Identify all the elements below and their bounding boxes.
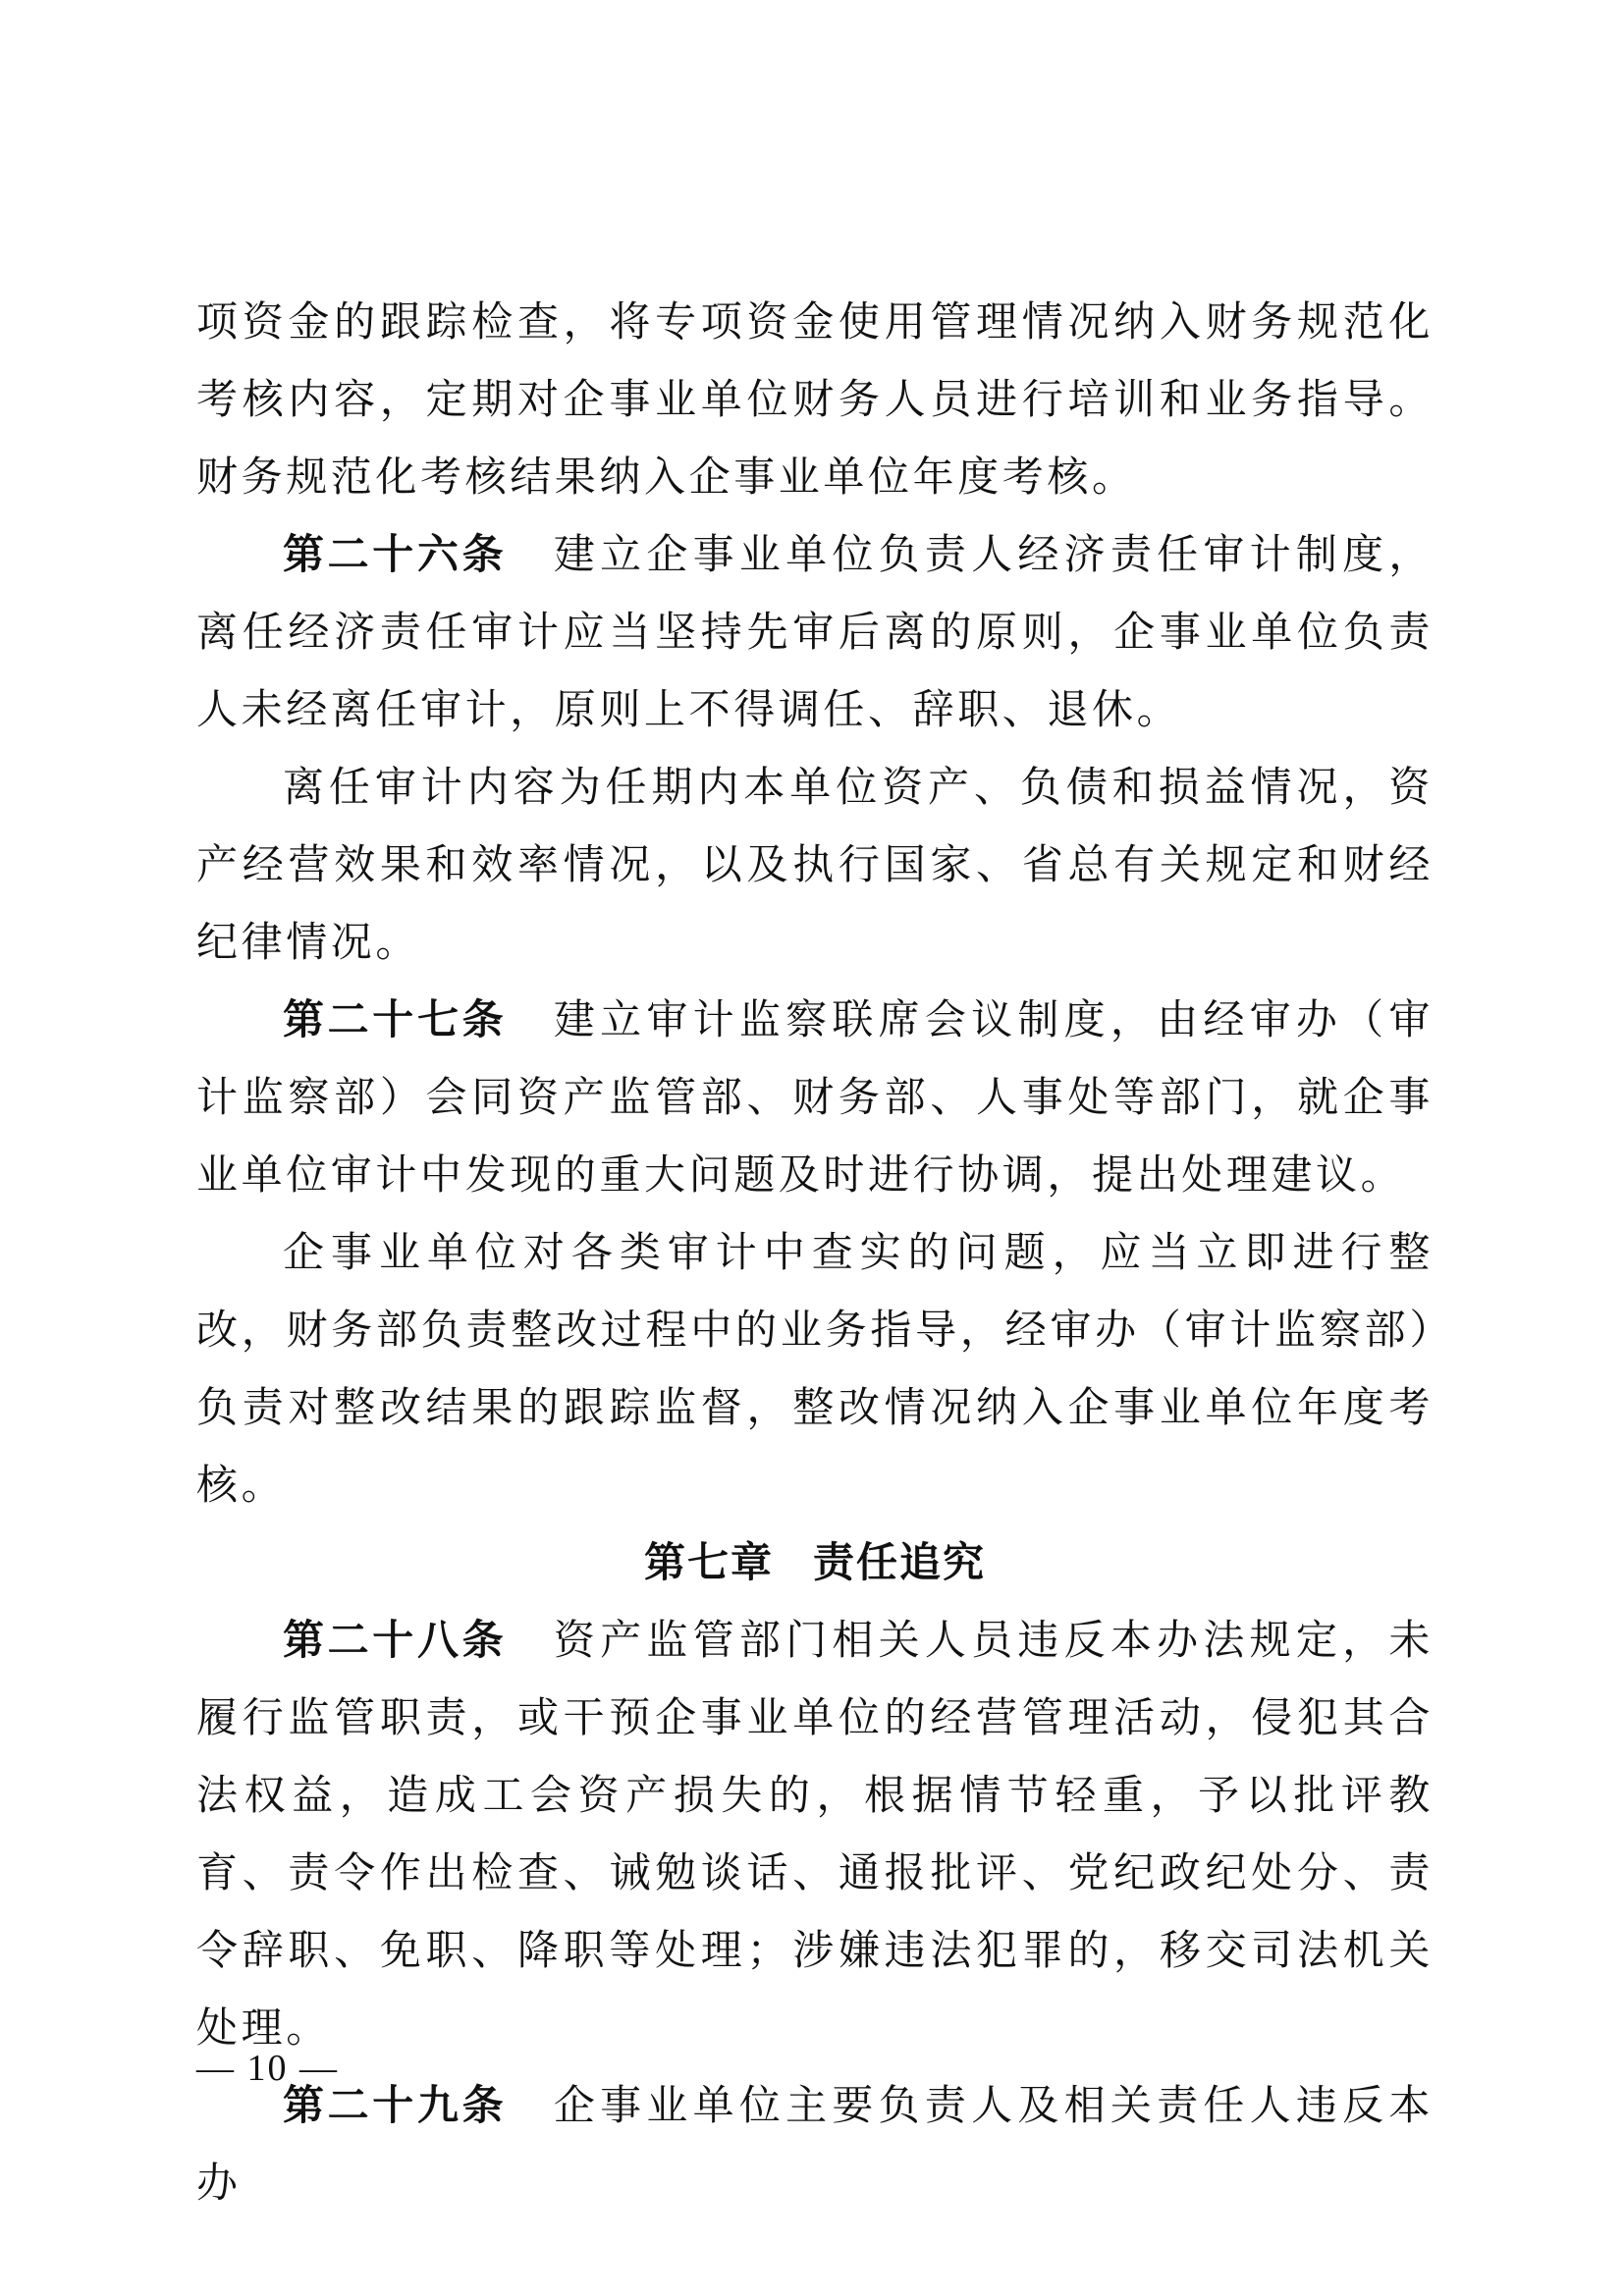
article-text: 建立企事业单位负责人经济责任审计制度，离任经济责任审计应当坚持先审后离的原则，企事业单位负责人未经离任审计，原则上不得调任、辞职、退休。 — [196, 530, 1434, 733]
article-28 — [196, 1601, 1434, 2066]
paragraph-text: 离任审计内容为任期内本单位资产、负债和损益情况，资产经营效果和效率情况，以及执行国家、省总有关规定和财经纪律情况。 — [196, 763, 1434, 966]
document-body — [196, 283, 1434, 2221]
paragraph-text: 项资金的跟踪检查，将专项资金使用管理情况纳入财务规范化考核内容，定期对企事业单位财务人员进行培训和业务指导。财务规范化考核结果纳入企事业单位年度考核。 — [196, 297, 1434, 501]
article-number: 第二十八条 — [283, 1616, 508, 1664]
article-26 — [196, 515, 1434, 748]
paragraph-continuation — [196, 283, 1434, 515]
article-number: 第二十七条 — [283, 995, 508, 1043]
article-29 — [196, 2066, 1434, 2221]
chapter-number: 第七章 — [643, 1538, 774, 1586]
paragraph-audit-content — [196, 748, 1434, 981]
paragraph-text: 企事业单位对各类审计中查实的问题，应当立即进行整改，财务部负责整改过程中的业务指导，经审办（审计监察部）负责对整改结果的跟踪监督，整改情况纳入企事业单位年度考核。 — [196, 1228, 1434, 1509]
paragraph-rectification — [196, 1213, 1434, 1523]
article-text: 资产监管部门相关人员违反本办法规定，未履行监管职责，或干预企事业单位的经营管理活动，侵犯其合法权益，造成工会资产损失的，根据情节轻重，予以批评教育、责令作出检查、诫勉谈话、通报批评、党纪政纪处分、责令辞职、免职、降职等处理；涉嫌违法犯罪的，移交司法机关处理。 — [196, 1616, 1434, 2052]
chapter-title: 责任追究 — [813, 1538, 987, 1586]
article-number: 第二十六条 — [283, 530, 508, 578]
article-text: 企事业单位主要负责人及相关责任人违反本办 — [196, 2081, 1434, 2207]
article-text: 建立审计监察联席会议制度，由经审办（审计监察部）会同资产监管部、财务部、人事处等部门，就企事业单位审计中发现的重大问题及时进行协调，提出处理建议。 — [196, 995, 1434, 1199]
article-27 — [196, 981, 1434, 1213]
article-number: 第二十九条 — [283, 2081, 508, 2129]
chapter-heading — [196, 1523, 1434, 1601]
page-number: — 10 — — [196, 2048, 339, 2089]
